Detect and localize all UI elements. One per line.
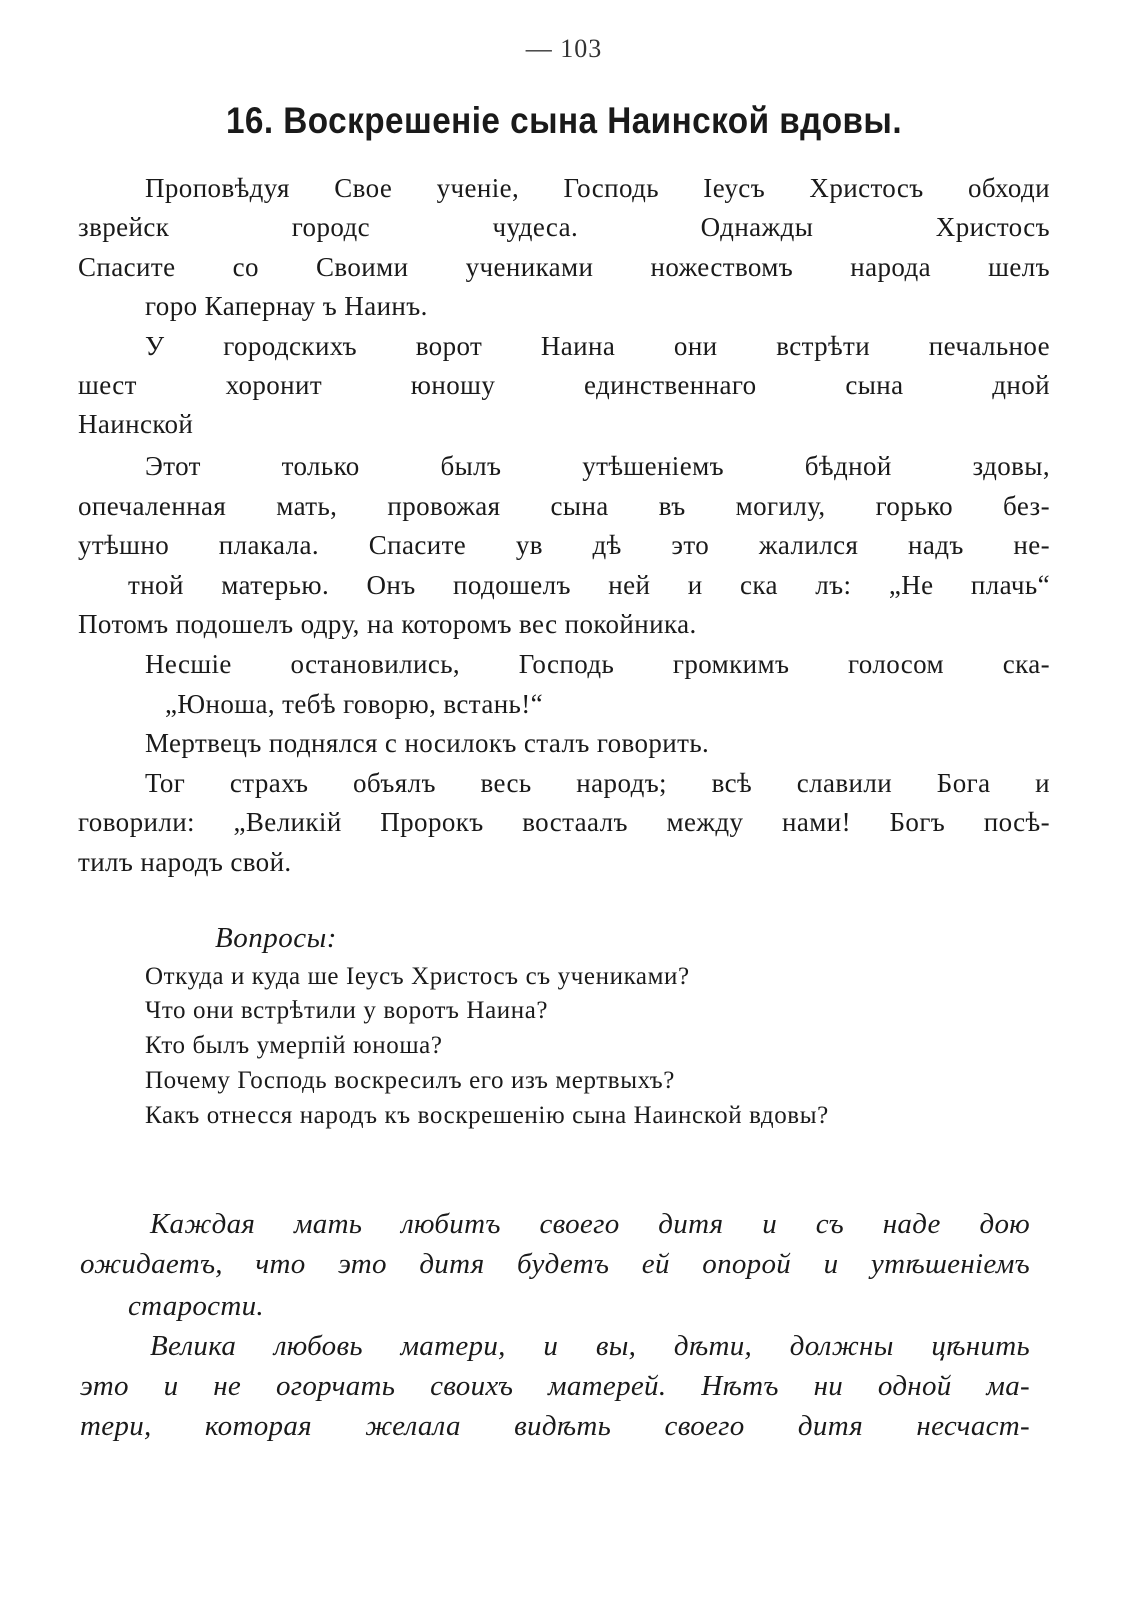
text-line: „Юноша, тебѣ говорю, встань!“ [165,689,544,719]
text-line: Мертвецъ поднялся с носилокъ сталъ говорить. [145,728,710,758]
text-line: утѣшно плакала. Спасите ув дѣ это жалился надъ не- [78,530,1050,560]
text-line: Тог страхъ объялъ весь народъ; всѣ славили Бога и [145,768,1050,798]
moral-line: Велика любовь матери, и вы, дѣти, должны цѣнить [150,1330,1030,1362]
question-item: Откуда и куда ше Іеусъ Христосъ съ учениками? [145,963,690,990]
chapter-title: 16. Воскрешеніе сына Наинской вдовы. [225,100,903,141]
page-number: — 103 [525,34,603,63]
moral-line: старости. [128,1290,264,1322]
questions-heading: Вопросы: [215,922,337,954]
moral-line: Каждая мать любитъ своего дитя и съ наде дою [150,1208,1030,1240]
text-line: тной матерью. Онъ подошелъ ней и ска лъ: „Не плачь“ [128,570,1050,600]
text-line: Наинской [78,409,194,439]
text-line: Несшіе остановились, Господь громкимъ голосом ска- [145,649,1050,679]
text-line: тилъ народъ свой. [78,847,292,877]
text-line: Этот только былъ утѣшеніемъ бѣдной здовы, [145,451,1050,481]
text-line: говорили: „Великій Пророкъ востаалъ между нами! Богъ посѣ- [78,807,1050,837]
question-item: Кто былъ умерпій юноша? [145,1032,443,1059]
text-line: Проповѣдуя Свое ученіе, Господь Іеусъ Христосъ обходи [145,173,1050,203]
question-item: Какъ отнесся народъ къ воскрешенію сына Наинской вдовы? [145,1102,829,1129]
moral-line: ожидаетъ, что это дитя будетъ ей опорой и утѣшеніемъ [80,1248,1030,1280]
text-line: У городскихъ ворот Наина они встрѣти печальное [145,331,1050,361]
question-item: Что они встрѣтили у воротъ Наина? [145,997,549,1024]
moral-line: тери, которая желала видѣть своего дитя несчаст- [80,1410,1030,1442]
text-line: зврейск городс чудеса. Однажды Христосъ [78,212,1050,242]
question-item: Почему Господь воскресилъ его изъ мертвыхъ? [145,1067,675,1094]
moral-line: это и не огорчать своихъ матерей. Нѣтъ ни одной ма- [80,1370,1030,1402]
text-line: Потомъ подошелъ одру, на которомъ вес покойника. [78,609,697,639]
text-line: шест хоронит юношу единственнаго сына дной [78,370,1050,400]
text-line: опечаленная мать, провожая сына въ могилу, горько без- [78,491,1050,521]
text-line: горо Капернау ъ Наинъ. [145,291,428,321]
text-line: Спасите со Своими учениками ножествомъ народа шелъ [78,252,1050,282]
